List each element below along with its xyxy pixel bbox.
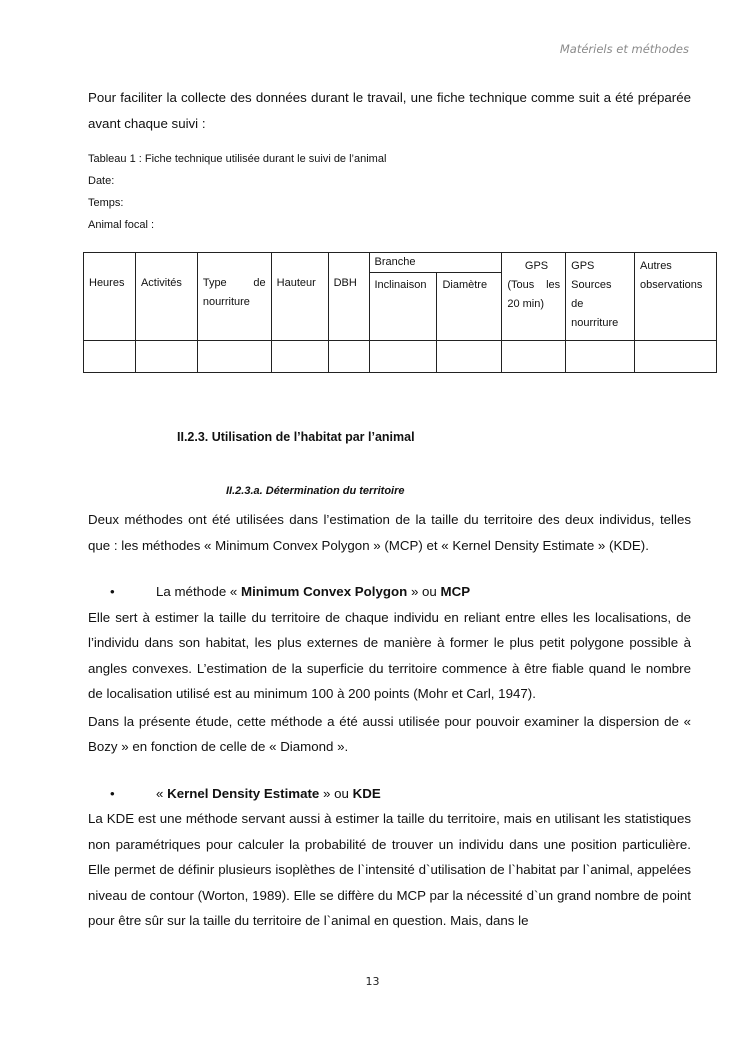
header-inclinaison: Inclinaison [369, 273, 437, 341]
empty-cell [635, 341, 717, 373]
table-caption: Tableau 1 : Fiche technique utilisée durant le suivi de l’animal [88, 153, 387, 165]
table-row-empty [84, 341, 717, 373]
header-gps-sources-nourriture: GPS Sources de nourriture [566, 253, 635, 341]
mcp-bullet: • La méthode « Minimum Convex Polygon » ou MCP [88, 579, 691, 605]
field-date: Date: [88, 175, 115, 187]
header-dbh: DBH [328, 253, 369, 341]
empty-cell [328, 341, 369, 373]
bullet-icon: • [110, 785, 115, 801]
field-animal-focal: Animal focal : [88, 219, 155, 231]
header-diametre: Diamètre [437, 273, 502, 341]
field-temps: Temps: [88, 197, 124, 209]
section-heading: II.2.3. Utilisation de l’habitat par l’animal [177, 430, 415, 444]
empty-cell [502, 341, 566, 373]
empty-cell [135, 341, 197, 373]
subsection-heading: II.2.3.a. Détermination du territoire [226, 485, 405, 497]
intro-paragraph: Pour faciliter la collecte des données durant le travail, une fiche technique comme suit a été préparée avant chaque suivi : [88, 90, 691, 131]
empty-cell [84, 341, 136, 373]
header-hauteur: Hauteur [271, 253, 328, 341]
fiche-technique-table [83, 252, 717, 373]
kde-paragraph: La KDE est une méthode servant aussi à estimer la taille du territoire, mais en utilisant les statistiques non paramétriques pour calculer la probabilité de trouver un individu dans une position particulière. Elle permet de définir plusieurs isoplèthes de l`intensité d`utilisation de l`habitat par l`animal, appelées niveau de contour (Worton, 1989). Elle se diffère du MCP par la nécessité d`un grand nombre de point pour être sûr sur la taille du territoire de l`animal en question. Mais, dans le [88, 811, 691, 928]
kde-bullet: • « Kernel Density Estimate » ou KDE [88, 781, 691, 807]
header-branche: Branche [369, 253, 502, 273]
page-body-bottom [88, 507, 691, 934]
empty-cell [566, 341, 635, 373]
empty-cell [271, 341, 328, 373]
mcp-paragraph: Elle sert à estimer la taille du territoire de chaque individu en reliant entre elles les localisations, de l’individu dans son habitat, les plus externes de manière à former le plus petit polygone possible à angles convexes. L’estimation de la superficie du territoire commence à être fiable quand le nombre de localisation utilisé est au minimum 100 à 200 points (Mohr et Carl, 1947). [88, 609, 691, 701]
header-type-nourriture: Type de nourriture [197, 253, 271, 341]
header-heures: Heures [84, 253, 136, 341]
page-number: 13 [365, 975, 380, 988]
page-body-top [88, 85, 691, 236]
empty-cell [437, 341, 502, 373]
running-header: Matériels et méthodes [559, 42, 689, 56]
empty-cell [197, 341, 271, 373]
methods-paragraph: Deux méthodes ont été utilisées dans l’estimation de la taille du territoire des deux individus, telles que : les méthodes « Minimum Convex Polygon » (MCP) et « Kernel Density Estimate » (KDE). [88, 512, 691, 553]
header-activites: Activités [135, 253, 197, 341]
header-autres-observations: Autres observations [635, 253, 717, 341]
empty-cell [369, 341, 437, 373]
header-gps-tous-20min: GPS (Tous les 20 min) [502, 253, 566, 341]
bullet-icon: • [110, 584, 115, 599]
mcp-paragraph-2: Dans la présente étude, cette méthode a été aussi utilisée pour pouvoir examiner la dispersion de « Bozy » en fonction de celle de « Diamond ». [88, 713, 691, 754]
